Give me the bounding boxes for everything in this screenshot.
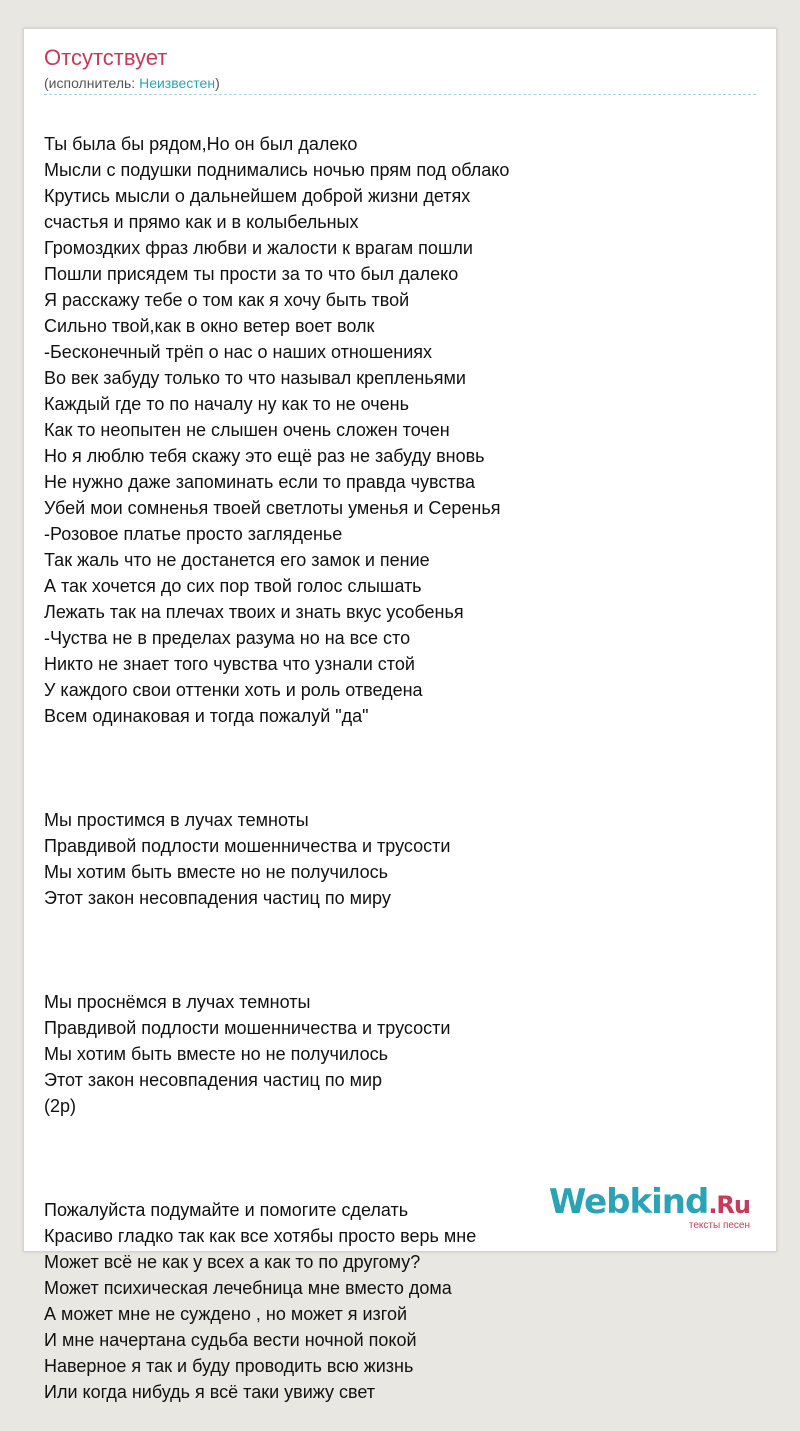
lyric-line: Я расскажу тебе о том как я хочу быть твой [44,290,410,310]
lyric-line: Всем одинаковая и тогда пожалуй "да" [44,706,369,726]
logo-wordmark [548,1182,750,1222]
lyric-line: Так жаль что не достанется его замок и пение [44,550,430,570]
lyric-line: Сильно твой,как в окно ветер воет волк [44,316,375,336]
webkind-logo[interactable] [548,1182,750,1231]
stanza-3 [44,989,756,1119]
artist-line [44,75,220,91]
lyric-line: Мы хотим быть вместе но не получилось [44,862,388,882]
lyric-line: У каждого свои оттенки хоть и роль отведена [44,680,423,700]
lyric-line: Мы хотим быть вместе но не получилось [44,1044,388,1064]
lyric-line: Может психическая лечебница мне вместо дома [44,1278,452,1298]
lyric-line: Во век забуду только то что называл крепленьями [44,368,466,388]
lyric-line: Никто не знает того чувства что узнали стой [44,654,415,674]
lyrics-card [23,28,777,1402]
lyric-line: Этот закон несовпадения частиц по мир [44,1070,383,1090]
lyric-line: Каждый где то по началу ну как то не очень [44,394,409,414]
logo-tld: .Ru [708,1191,750,1219]
logo-tagline: тексты песен [688,1220,750,1231]
lyric-line: Убей мои сомненья твоей светлоты уменья и Серенья [44,498,501,518]
lyric-line: Как то неопытен не слышен очень сложен точен [44,420,450,440]
lyric-line: Правдивой подлости мошенничества и трусости [44,1018,451,1038]
lyric-line: -Бесконечный трёп о нас о наших отношениях [44,342,433,362]
artist-link[interactable]: Неизвестен [139,75,216,91]
artist-prefix: (исполнитель: [44,75,140,91]
lyric-line: Крутись мысли о дальнейшем доброй жизни детях [44,186,471,206]
lyric-line: Красиво гладко так как все хотябы просто верь мне [44,1226,477,1246]
lyric-line: -Розовое платье просто загляденье [44,524,343,544]
lyric-line: Этот закон несовпадения частиц по миру [44,888,391,908]
lyric-line: А так хочется до сих пор твой голос слышать [44,576,422,596]
lyric-line: Не нужно даже запоминать если то правда чувства [44,472,475,492]
lyric-line: И мне начертана судьба вести ночной покой [44,1330,417,1350]
lyric-line: Мысли с подушки поднимались ночью прям под облако [44,160,510,180]
lyric-line: Пошли присядем ты прости за то что был далеко [44,264,459,284]
lyric-line: счастья и прямо как и в колыбельных [44,212,359,232]
stanza-gap [44,755,756,781]
lyric-line: Правдивой подлости мошенничества и трусости [44,836,451,856]
lyric-line: Громоздких фраз любви и жалости к врагам пошли [44,238,473,258]
lyric-line: Но я люблю тебя скажу это ещё раз не забуду вновь [44,446,485,466]
lyric-line: Наверное я так и буду проводить всю жизнь [44,1356,414,1376]
lyric-line: Мы простимся в лучах темноты [44,810,309,830]
lyric-line: Или когда нибудь я всё таки увижу свет [44,1382,376,1402]
stanza-1 [44,131,756,729]
song-title: Отсутствует [44,45,168,70]
lyric-line: Ты была бы рядом,Но он был далеко [44,134,358,154]
stanza-gap [44,1145,756,1171]
logo-main-text: Webkind [548,1182,709,1222]
artist-suffix: ) [215,75,220,91]
stanza-gap [44,937,756,963]
lyric-line: -Чуства не в пределах разума но на все сто [44,628,411,648]
lyric-line: Может всё не как у всех а как то по другому? [44,1252,421,1272]
lyric-line: Пожалуйста подумайте и помогите сделать [44,1200,409,1220]
lyrics-text [44,105,756,1431]
lyric-line: (2р) [44,1096,77,1116]
lyric-line: Лежать так на плечах твоих и знать вкус усобенья [44,602,464,622]
lyric-line: Мы проснёмся в лучах темноты [44,992,311,1012]
stanza-2 [44,807,756,911]
lyric-line: А может мне не суждено , но может я изгой [44,1304,408,1324]
dashed-divider [44,94,756,95]
